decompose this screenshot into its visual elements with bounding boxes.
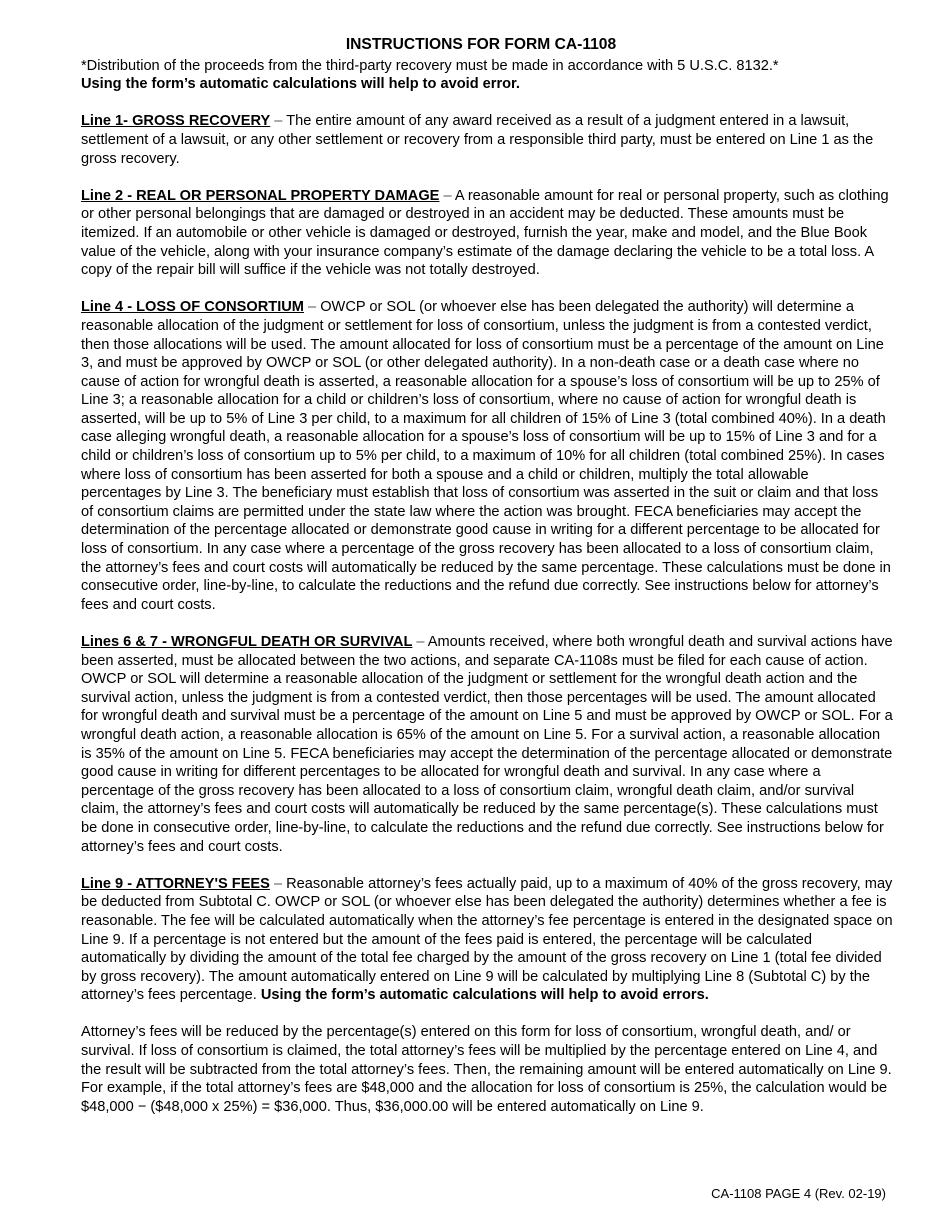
distribution-note: *Distribution of the proceeds from the third-party recovery must be made in accordance with 5 U.S.C. 8132.* [81, 57, 779, 74]
auto-calc-note: Using the form’s automatic calculations will help to avoid error. [81, 76, 520, 93]
attorney-fees-paragraph: Attorney’s fees will be reduced by the percentage(s) entered on this form for loss of consortium, wrongful death, and/ or survival. If loss of consortium is claimed, the total attorney’s fees will be multiplied by the percentage entered on Line 4, and the result will be subtracted from the total attorney’s fees. Then, the remaining amount will be entered automatically on Line 9. For example, if the total attorney’s fees are $48,000 and the allocation for loss of consortium is 25%, the calculation would be $48,000 − ($48,000 x 25%) = $36,000. Thus, $36,000.00 will be entered automatically on Line 9. [81, 1024, 892, 1115]
section-heading: Line 4 - LOSS OF CONSORTIUM [81, 299, 304, 316]
section-bold-note: Using the form’s automatic calculations will help to avoid errors. [260, 987, 709, 1004]
section-line-2 [81, 187, 893, 280]
section-line-9 [81, 875, 893, 1005]
section-text: OWCP or SOL (or whoever else has been delegated the authority) will determine a reasonable allocation of the judgment or settlement for loss of consortium, unless the judgment is from a contested verdict, then those allocations will be used. The amount allocated for loss of consortium must be a percentage of the amount on Line 3, and must be approved by OWCP or SOL (or other delegated authority). In a non-death case or a death case where no cause of action for wrongful death is asserted, a reasonable allocation for a spouse’s loss of consortium will be up to 25% of Line 3; a reasonable allocation for a child or children’s loss of consortium, where no cause of action for wrongful death is asserted, will be up to 5% of Line 3 per child, to a maximum for all children of 15% of Line 3 (total combined 40%). In a death case alleging wrongful death, a reasonable allocation for a spouse’s loss of consortium will be up to 15% of Line 3 and for a child or children’s loss of consortium up to 5% per child, to a maximum of 10% for all children (total combined 25%). In cases where loss of consortium has been asserted for both a spouse and a child or children, multiply the total allowable percentages by Line 3. The beneficiary must establish that loss of consortium was asserted in the suit or claim and that loss of consortium claims are permitted under the state law where the action was brought. FECA beneficiaries may accept the determination of the percentage allocated or demonstrate good cause in writing for a different percentage to be allocated for loss of consortium. In any case where a percentage of the gross recovery has been allocated to a loss of consortium claim, the attorney’s fees and court costs will automatically be reduced by the same percentage. These calculations must be done in consecutive order, line-by-line, to calculate the reductions and the refund due correctly. See instructions below for attorney’s fees and court costs. [81, 299, 891, 613]
section-line-1 [81, 112, 893, 168]
section-dash: – [269, 875, 287, 892]
section-lines-6-7 [81, 633, 893, 856]
section-heading: Lines 6 & 7 - WRONGFUL DEATH OR SURVIVAL [81, 634, 413, 650]
section-text: Amounts received, where both wrongful death and survival actions have been asserted, must be allocated between the two actions, and separate CA-1108s must be filed for each cause of action. OWCP or SOL will determine a reasonable allocation of the judgment or settlement for the wrongful death action and the survival action, unless the judgment is from a contested verdict, then those percentages will be used. The amount allocated for wrongful death and survival must be a percentage of the amount on Line 5 and must be approved by OWCP or SOL. For a wrongful death action, a reasonable allocation is 65% of the amount on Line 5. For a survival action, a reasonable allocation is 35% of the amount on Line 5. FECA beneficiaries may accept the determination of the percentage allocated or demonstrate good cause in writing for different percentages to be allocated for wrongful death and survival. In any case where a percentage of the gross recovery has been allocated to a loss of consortium claim, wrongful death claim, and/or survival claim, the attorney’s fees and court costs will automatically be reduced by the same percentage(s). These calculations must be done in consecutive order, line-by-line, to calculate the reductions and the refund due correctly. See instructions below for attorney’s fees and court costs. [81, 634, 893, 855]
page-title: INSTRUCTIONS FOR FORM CA-1108 [345, 36, 617, 53]
section-dash: – [412, 634, 428, 650]
section-dash: – [303, 299, 321, 316]
page-footer: CA-1108 PAGE 4 (Rev. 02-19) [711, 1186, 886, 1201]
section-text: A reasonable amount for real or personal property, such as clothing or other personal belongings that are damaged or destroyed in an accident may be deducted. These amounts must be itemized. If an automobile or other vehicle is damaged or destroyed, furnish the year, make and model, and the Blue Book value of the vehicle, along with your insurance company’s estimate of the damage declaring the vehicle to be a total loss. A copy of the repair bill will suffice if the vehicle was not totally destroyed. [81, 187, 889, 279]
section-dash: – [270, 113, 287, 130]
section-heading: Line 9 - ATTORNEY'S FEES [81, 875, 270, 892]
section-line-4 [81, 298, 893, 614]
section-text: The entire amount of any award received as a result of a judgment entered in a lawsuit, settlement of a lawsuit, or any other settlement or recovery from a responsible third party, must be entered on Line 1 as the gross recovery. [81, 113, 874, 167]
section-heading: Line 1- GROSS RECOVERY [81, 113, 271, 130]
section-text: Reasonable attorney’s fees actually paid, up to a maximum of 40% of the gross recovery, may be deducted from Subtotal C. OWCP or SOL (or whoever else has been delegated the authority) determines whether a fee is reasonable. The fee will be calculated automatically when the attorney’s fee percentage is entered in the designated space on Line 9. If a percentage is not entered but the amount of the fees paid is entered, the percentage will be calculated automatically by dividing the amount of the total fee charged by the amount of the gross recovery on Line 1 (total fee divided by gross recovery). The amount automatically entered on Line 9 will be calculated by multiplying Line 8 (Subtotal C) by the attorney’s fees percentage. [81, 875, 893, 1004]
instructions-page [81, 36, 893, 1116]
section-dash: – [439, 187, 455, 204]
section-heading: Line 2 - REAL OR PERSONAL PROPERTY DAMAGE [81, 187, 440, 204]
